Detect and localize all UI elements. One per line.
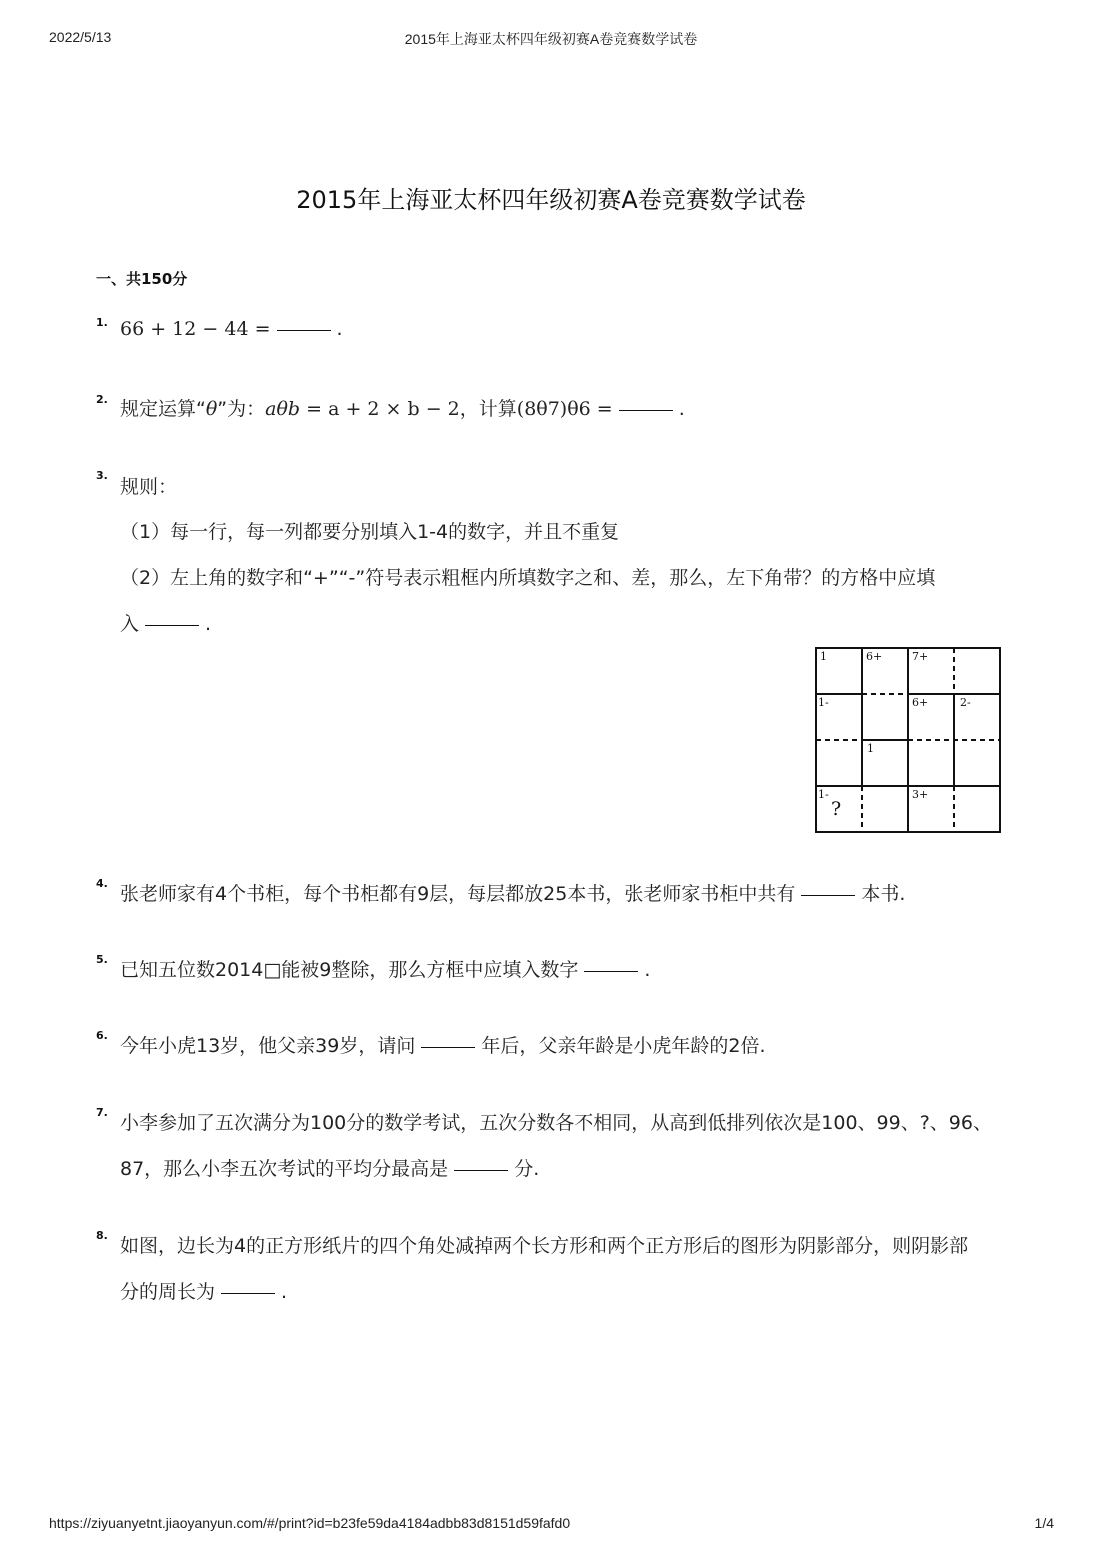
page-number: 1/4 [1034, 1515, 1054, 1531]
definition-rest: = a + 2 × b − 2 [300, 398, 460, 420]
question-6-number: 6. [96, 1029, 108, 1042]
print-header-title: 2015年上海亚太杯四年级初赛A卷竞赛数学试卷 [404, 31, 698, 47]
question-7-line-2 [120, 1154, 539, 1181]
question-5 [120, 955, 650, 982]
question-3-rule-2: （2）左上角的数字和“+”“-”符号表示粗框内所填数字之和、差，那么，左下角带？的方格中应填 [120, 567, 936, 589]
cage-label: 6+ [866, 650, 883, 663]
cage-label: 7+ [912, 650, 929, 663]
question-1-number: 1. [96, 316, 108, 329]
question-2-number: 2. [96, 393, 108, 406]
question-3-answer-line [120, 609, 211, 636]
question-4-text: 张老师家有4个书柜，每个书柜都有9层，每层都放25本书，张老师家书柜中共有 [120, 883, 796, 905]
question-1-period: . [336, 318, 343, 340]
question-3-period: . [205, 613, 212, 635]
question-2-text-b: ”为： [217, 398, 266, 420]
var-b: b [287, 398, 301, 420]
document-title: 2015年上海亚太杯四年级初赛A卷竞赛数学试卷 [296, 186, 806, 214]
question-6 [120, 1031, 766, 1058]
answer-blank-4 [801, 894, 855, 896]
cage-label: 1 [867, 742, 874, 755]
question-1 [120, 318, 343, 340]
cage-label: 1- [818, 696, 829, 709]
question-6-text: 今年小虎13岁，他父亲39岁，请问 [120, 1035, 416, 1057]
print-footer-url: https://ziyuanyetnt.jiaoyanyun.com/#/print?id=b23fe59da4184adbb83d8151d59fafd0 [49, 1515, 571, 1531]
question-3-rules: 规则： [120, 476, 178, 498]
question-4 [120, 879, 905, 906]
question-2-text-c: ，计算 [459, 398, 517, 420]
section-heading: 一、共150分 [96, 270, 188, 288]
question-7-text: 87，那么小李五次考试的平均分最高是 [120, 1158, 449, 1180]
cage-label: 2- [960, 696, 971, 709]
question-8-period: . [281, 1281, 288, 1303]
cage-label: 1- [818, 788, 829, 801]
question-3-fill-text: 入 [120, 613, 140, 635]
var-a: a [265, 398, 277, 420]
question-2 [120, 394, 685, 421]
question-8-number: 8. [96, 1229, 108, 1242]
theta-symbol: θ [205, 398, 218, 420]
cage-label: 1 [820, 650, 827, 663]
puzzle-grid-lines [815, 647, 1001, 833]
question-mark-cell: ? [831, 798, 842, 820]
answer-blank-7 [454, 1169, 508, 1171]
question-6-suffix: 年后，父亲年龄是小虎年龄的2倍. [481, 1035, 766, 1057]
question-8-text: 分的周长为 [120, 1281, 216, 1303]
cage-label: 3+ [912, 788, 929, 801]
question-8-line-2 [120, 1277, 287, 1304]
question-2-text-a: 规定运算“ [120, 398, 206, 420]
cage-label: 6+ [912, 696, 929, 709]
question-4-suffix: 本书. [861, 883, 906, 905]
question-2-period: . [678, 398, 685, 420]
var-theta: θ [276, 398, 288, 420]
question-2-calculation: (8θ7)θ6 = [516, 398, 613, 420]
answer-blank-1 [277, 329, 331, 331]
answer-blank-3 [145, 624, 199, 626]
question-1-expression: 66 + 12 − 44 = [120, 318, 271, 340]
question-5-period: . [644, 959, 651, 981]
question-7-line-1: 小李参加了五次满分为100分的数学考试，五次分数各不相同，从高到低排列依次是100、99、?、96、 [120, 1112, 992, 1134]
print-date: 2022/5/13 [49, 29, 112, 45]
question-4-number: 4. [96, 877, 108, 890]
question-7-number: 7. [96, 1106, 108, 1119]
answer-blank-8 [221, 1292, 275, 1294]
question-3-number: 3. [96, 469, 108, 482]
answer-blank-5 [584, 970, 638, 972]
kenken-puzzle-grid [815, 647, 1001, 833]
answer-blank-6 [421, 1046, 475, 1048]
question-5-text: 已知五位数2014□能被9整除，那么方框中应填入数字 [120, 959, 579, 981]
question-5-number: 5. [96, 953, 108, 966]
answer-blank-2 [619, 409, 673, 411]
question-3-rule-1: （1）每一行，每一列都要分别填入1-4的数字，并且不重复 [120, 521, 620, 543]
question-7-suffix: 分. [514, 1158, 540, 1180]
question-8-line-1: 如图，边长为4的正方形纸片的四个角处减掉两个长方形和两个正方形后的图形为阴影部分，则阴影部 [120, 1235, 969, 1257]
